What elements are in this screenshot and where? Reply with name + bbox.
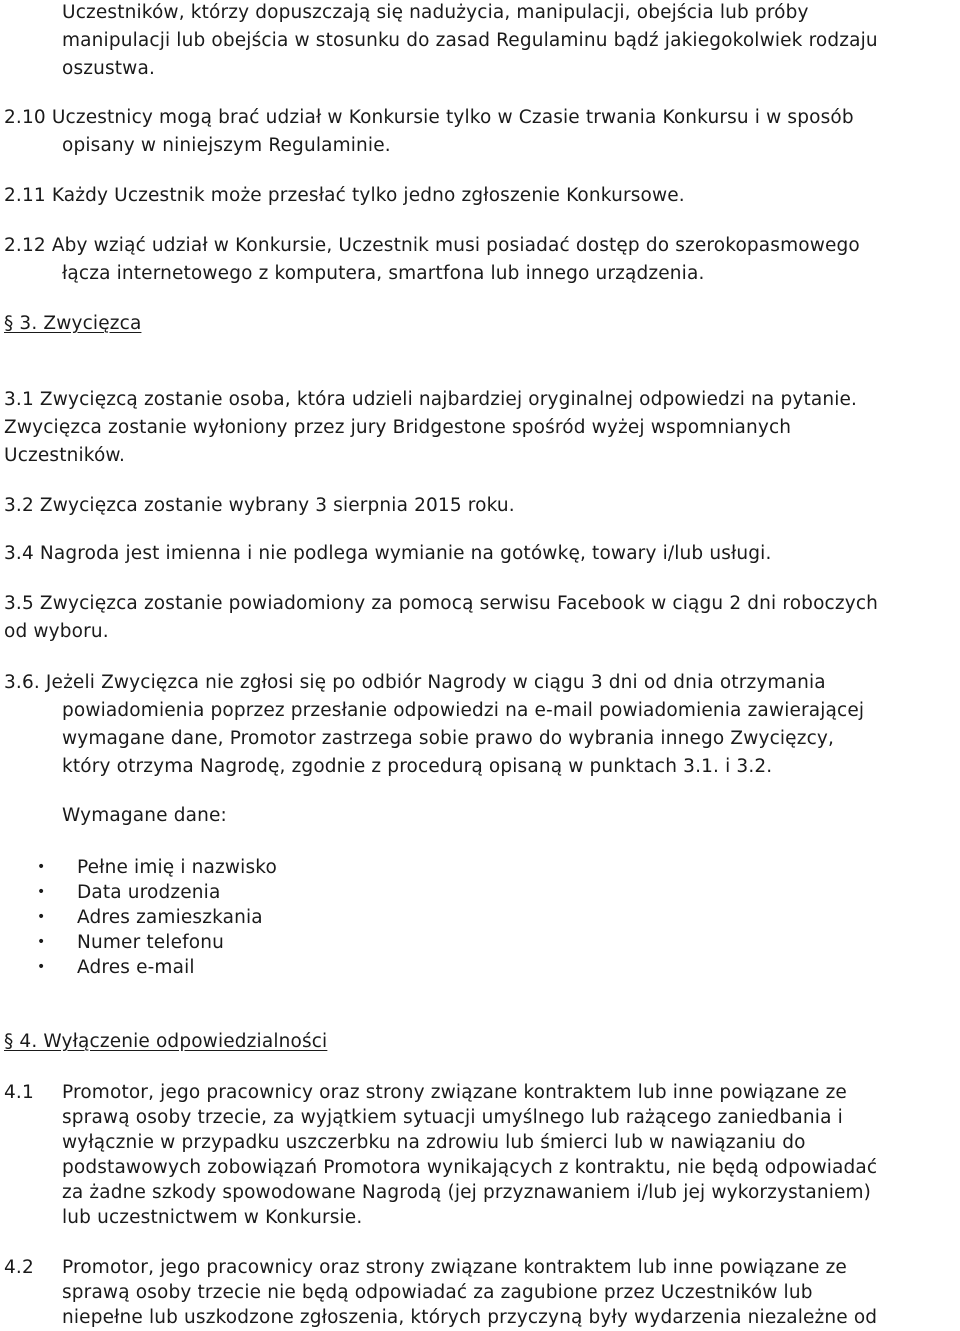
text-line: Uczestników, którzy dopuszczają się nadużycia, manipulacji, obejścia lub próby [62, 2, 809, 23]
text-line: lub uczestnictwem w Konkursie. [62, 1207, 363, 1228]
text-line: opisany w niniejszym Regulaminie. [62, 135, 391, 156]
section-heading-4: § 4. Wyłączenie odpowiedzialności [4, 1031, 328, 1052]
text-line: sprawą osoby trzecie, za wyjątkiem sytuacji umyślnego lub rażącego zaniedbania i [62, 1107, 843, 1128]
clause-number-4-2: 4.2 [4, 1257, 34, 1278]
section-heading-3: § 3. Zwycięzca [4, 313, 142, 334]
bullet-icon: • [37, 934, 46, 950]
text-line: za żadne szkody spowodowane Nagrodą (jej przyznawaniem i/lub jej wykorzystaniem) [62, 1182, 872, 1203]
text-line: wyłącznie w przypadku uszczerbku na zdrowiu lub śmierci lub w nawiązaniu do [62, 1132, 806, 1153]
required-data-label: Wymagane dane: [62, 805, 227, 826]
clause-2-12: 2.12 Aby wziąć udział w Konkursie, Uczestnik musi posiadać dostęp do szerokopasmowego [4, 235, 860, 256]
text-line: podstawowych zobowiązań Promotora wynikających z kontraktu, nie będą odpowiadać [62, 1157, 878, 1178]
text-line: manipulacji lub obejścia w stosunku do zasad Regulaminu bądź jakiegokolwiek rodzaju [62, 30, 878, 51]
list-item: Numer telefonu [77, 932, 224, 953]
list-item: Pełne imię i nazwisko [77, 857, 277, 878]
bullet-icon: • [37, 909, 46, 925]
clause-number-4-1: 4.1 [4, 1082, 34, 1103]
clause-2-10: 2.10 Uczestnicy mogą brać udział w Konkursie tylko w Czasie trwania Konkursu i w sposób [4, 107, 854, 128]
text-line: wymagane dane, Promotor zastrzega sobie prawo do wybrania innego Zwycięzcy, [62, 728, 835, 749]
text-line: oszustwa. [62, 58, 155, 79]
bullet-icon: • [37, 884, 46, 900]
bullet-icon: • [37, 859, 46, 875]
text-line: powiadomienia poprzez przesłanie odpowiedzi na e-mail powiadomienia zawierającej [62, 700, 865, 721]
text-line: niepełne lub uszkodzone zgłoszenia, których przyczyną były wydarzenia niezależne od [62, 1307, 878, 1328]
text-line: który otrzyma Nagrodę, zgodnie z procedurą opisaną w punktach 3.1. i 3.2. [62, 756, 773, 777]
text-line: sprawą osoby trzecie nie będą odpowiadać za zagubione przez Uczestników lub [62, 1282, 813, 1303]
text-line: Uczestników. [4, 445, 126, 466]
clause-3-5: 3.5 Zwycięzca zostanie powiadomiony za pomocą serwisu Facebook w ciągu 2 dni roboczych [4, 593, 879, 614]
list-item: Adres zamieszkania [77, 907, 263, 928]
clause-3-4: 3.4 Nagroda jest imienna i nie podlega wymianie na gotówkę, towary i/lub usługi. [4, 543, 772, 564]
bullet-icon: • [37, 959, 46, 975]
list-item: Adres e-mail [77, 957, 195, 978]
text-line: Promotor, jego pracownicy oraz strony związane kontraktem lub inne powiązane ze [62, 1082, 847, 1103]
text-line: od wyboru. [4, 621, 109, 642]
clause-3-1: 3.1 Zwycięzcą zostanie osoba, która udzieli najbardziej oryginalnej odpowiedzi na pytanie. [4, 389, 858, 410]
text-line: Zwycięzca zostanie wyłoniony przez jury Bridgestone spośród wyżej wspomnianych [4, 417, 792, 438]
clause-3-6: 3.6. Jeżeli Zwycięzca nie zgłosi się po odbiór Nagrody w ciągu 3 dni od dnia otrzymania [4, 672, 826, 693]
text-line: Promotor, jego pracownicy oraz strony związane kontraktem lub inne powiązane ze [62, 1257, 847, 1278]
list-item: Data urodzenia [77, 882, 221, 903]
text-line: łącza internetowego z komputera, smartfona lub innego urządzenia. [62, 263, 705, 284]
clause-3-2: 3.2 Zwycięzca zostanie wybrany 3 sierpnia 2015 roku. [4, 495, 515, 516]
clause-2-11: 2.11 Każdy Uczestnik może przesłać tylko jedno zgłoszenie Konkursowe. [4, 185, 685, 206]
